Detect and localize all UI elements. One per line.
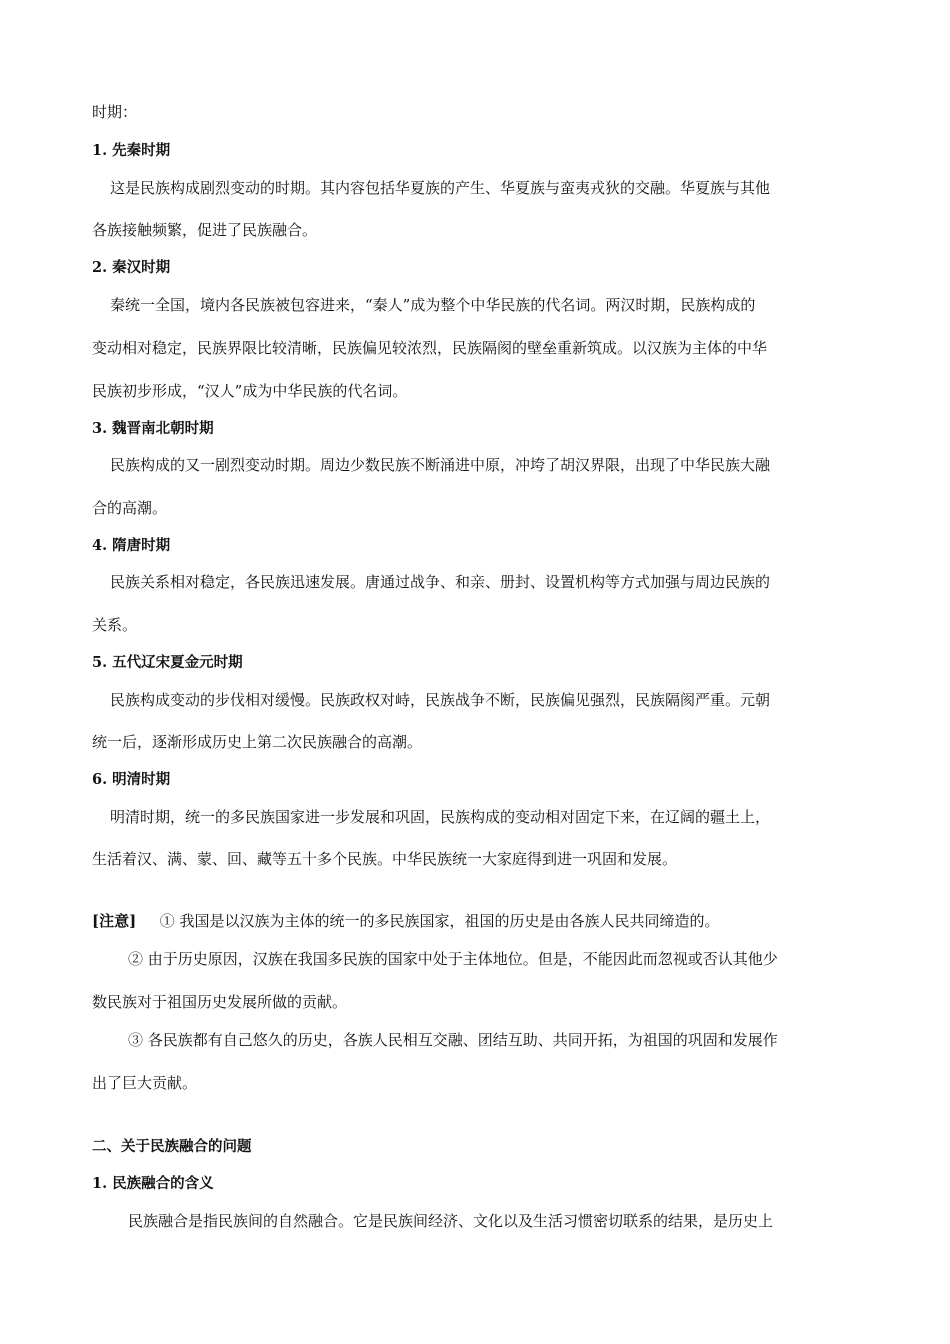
- note-item-3-cont: 出了巨大贡献。: [92, 1074, 198, 1092]
- note-item-1: ① 我国是以汉族为主体的统一的多民族国家，祖国的历史是由各族人民共同缔造的。: [159, 912, 720, 930]
- paragraph-line: 明清时期，统一的多民族国家进一步发展和巩固，民族构成的变动相对固定下来，在辽阔的疆土上，: [110, 808, 771, 826]
- section-heading: 3. 魏晋南北朝时期: [92, 420, 214, 437]
- section-heading: 4. 隋唐时期: [92, 537, 171, 554]
- paragraph-line: 民族构成变动的步伐相对缓慢。民族政权对峙，民族战争不断，民族偏见强烈，民族隔阂严重。元朝: [110, 691, 771, 709]
- paragraph-line: 各族接触频繁，促进了民族融合。: [92, 221, 318, 239]
- paragraph-line: 关系。: [92, 616, 138, 634]
- paragraph-line: 这是民族构成剧烈变动的时期。其内容包括华夏族的产生、华夏族与蛮夷戎狄的交融。华夏族与其他: [110, 179, 771, 197]
- subsection-heading: 1. 民族融合的含义: [92, 1175, 214, 1192]
- paragraph-line: 民族关系相对稳定，各民族迅速发展。唐通过战争、和亲、册封、设置机构等方式加强与周边民族的: [110, 573, 771, 591]
- paragraph-line: 民族构成的又一剧烈变动时期。周边少数民族不断涌进中原，冲垮了胡汉界限，出现了中华民族大融: [110, 456, 771, 474]
- note-item-2: ② 由于历史原因，汉族在我国多民族的国家中处于主体地位。但是，不能因此而忽视或否认其他少: [128, 950, 778, 968]
- note-item-2-cont: 数民族对于祖国历史发展所做的贡献。: [92, 993, 348, 1011]
- section-heading: 1. 先秦时期: [92, 142, 171, 159]
- paragraph-line: 变动相对稳定，民族界限比较清晰，民族偏见较浓烈，民族隔阂的壁垒重新筑成。以汉族为主体的中华: [92, 339, 768, 357]
- note-tag: [注意]: [92, 912, 137, 930]
- part-title: 二、关于民族融合的问题: [92, 1138, 252, 1155]
- paragraph-line: 民族融合是指民族间的自然融合。它是民族间经济、文化以及生活习惯密切联系的结果，是历史上: [128, 1212, 774, 1230]
- paragraph-line: 统一后，逐渐形成历史上第二次民族融合的高潮。: [92, 733, 423, 751]
- intro-text: 时期：: [92, 103, 138, 121]
- section-heading: 5. 五代辽宋夏金元时期: [92, 654, 243, 671]
- paragraph-line: 秦统一全国，境内各民族被包容进来，“秦人”成为整个中华民族的代名词。两汉时期，民族构成的: [110, 296, 756, 314]
- paragraph-line: 生活着汉、满、蒙、回、藏等五十多个民族。中华民族统一大家庭得到进一巩固和发展。: [92, 850, 678, 868]
- paragraph-line: 民族初步形成，“汉人”成为中华民族的代名词。: [92, 382, 408, 400]
- section-heading: 2. 秦汉时期: [92, 259, 171, 276]
- note-line: [92, 911, 720, 931]
- section-heading: 6. 明清时期: [92, 771, 171, 788]
- paragraph-line: 合的高潮。: [92, 499, 168, 517]
- note-item-3: ③ 各民族都有自己悠久的历史，各族人民相互交融、团结互助、共同开拓，为祖国的巩固和发展作: [128, 1031, 778, 1049]
